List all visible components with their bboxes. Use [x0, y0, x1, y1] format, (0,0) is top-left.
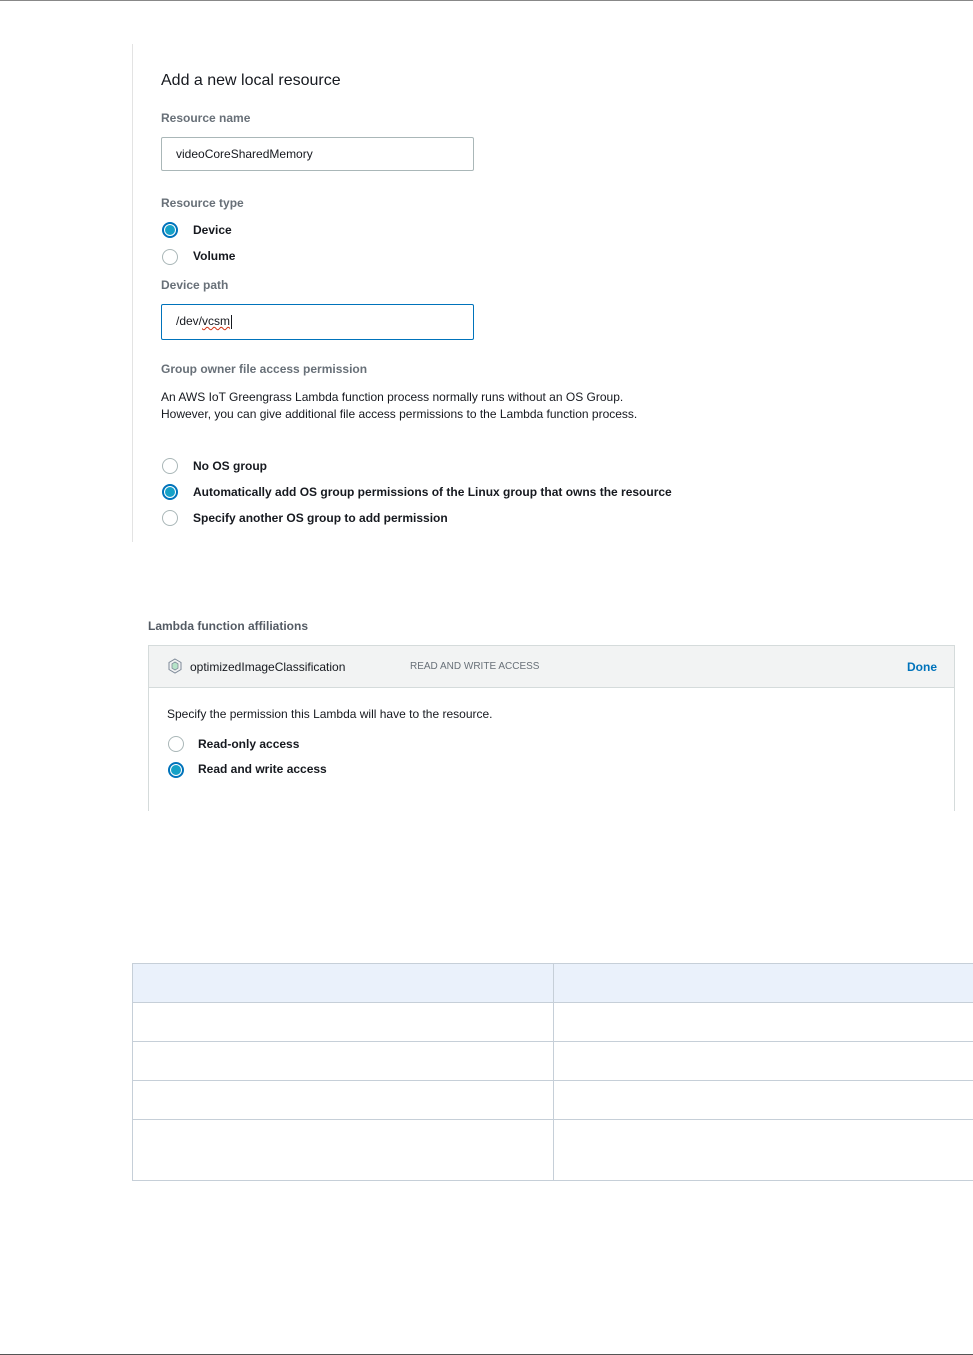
- group-owner-description: An AWS IoT Greengrass Lambda function process normally runs without an OS Group. However, you can give additional file access permissions to the Lambda function process.: [161, 390, 638, 421]
- volume-radio[interactable]: [162, 249, 178, 265]
- done-link[interactable]: Done: [907, 660, 937, 674]
- read-write-label[interactable]: Read and write access: [198, 762, 327, 776]
- specify-os-group-radio[interactable]: [162, 510, 178, 526]
- device-radio-label[interactable]: Device: [193, 223, 232, 237]
- text-caret: [231, 315, 232, 329]
- table-header-row: [133, 964, 973, 1003]
- empty-table: [132, 963, 973, 1181]
- permission-prompt: Specify the permission this Lambda will have to the resource.: [167, 707, 493, 721]
- table-header-cell: [554, 964, 973, 1003]
- device-radio[interactable]: [162, 222, 178, 238]
- table-row: [133, 1081, 973, 1120]
- table-cell: [133, 1120, 554, 1181]
- table-row: [133, 1120, 973, 1181]
- function-name: optimizedImageClassification: [190, 660, 346, 674]
- device-path-input[interactable]: [161, 304, 474, 340]
- resource-name-label: Resource name: [161, 111, 251, 125]
- top-divider: [0, 0, 973, 1]
- device-path-label: Device path: [161, 278, 229, 292]
- auto-add-os-group-radio[interactable]: [162, 484, 178, 500]
- group-owner-label: Group owner file access permission: [161, 362, 368, 376]
- device-path-word: vcsm: [202, 314, 231, 328]
- resource-name-input[interactable]: [161, 137, 474, 171]
- read-only-radio[interactable]: [168, 736, 184, 752]
- table-row: [133, 1003, 973, 1042]
- resource-name-value: videoCoreSharedMemory: [176, 147, 313, 161]
- specify-os-group-label[interactable]: Specify another OS group to add permission: [193, 511, 448, 525]
- no-os-group-radio[interactable]: [162, 458, 178, 474]
- form-title: Add a new local resource: [161, 72, 341, 89]
- volume-radio-label[interactable]: Volume: [193, 249, 236, 263]
- lambda-affiliation-card: [148, 645, 955, 811]
- resource-type-label: Resource type: [161, 196, 244, 210]
- auto-add-os-group-label[interactable]: Automatically add OS group permissions of the Linux group that owns the resource: [193, 485, 672, 499]
- table-cell: [554, 1042, 973, 1081]
- table-cell: [133, 1003, 554, 1042]
- access-summary: READ AND WRITE ACCESS: [410, 661, 540, 672]
- affiliation-header: [149, 646, 954, 688]
- no-os-group-label[interactable]: No OS group: [193, 459, 267, 473]
- table-row: [133, 1042, 973, 1081]
- add-local-resource-panel: [132, 44, 833, 542]
- table-cell: [133, 1081, 554, 1120]
- read-only-label[interactable]: Read-only access: [198, 737, 300, 751]
- table-cell: [554, 1003, 973, 1042]
- table-cell: [554, 1081, 973, 1120]
- lambda-function-icon: [167, 658, 183, 674]
- table-cell: [554, 1120, 973, 1181]
- read-write-radio[interactable]: [168, 762, 184, 778]
- lambda-affiliations-label: Lambda function affiliations: [148, 619, 309, 633]
- device-path-prefix: /dev/: [176, 314, 203, 328]
- table-cell: [133, 1042, 554, 1081]
- table-header-cell: [133, 964, 554, 1003]
